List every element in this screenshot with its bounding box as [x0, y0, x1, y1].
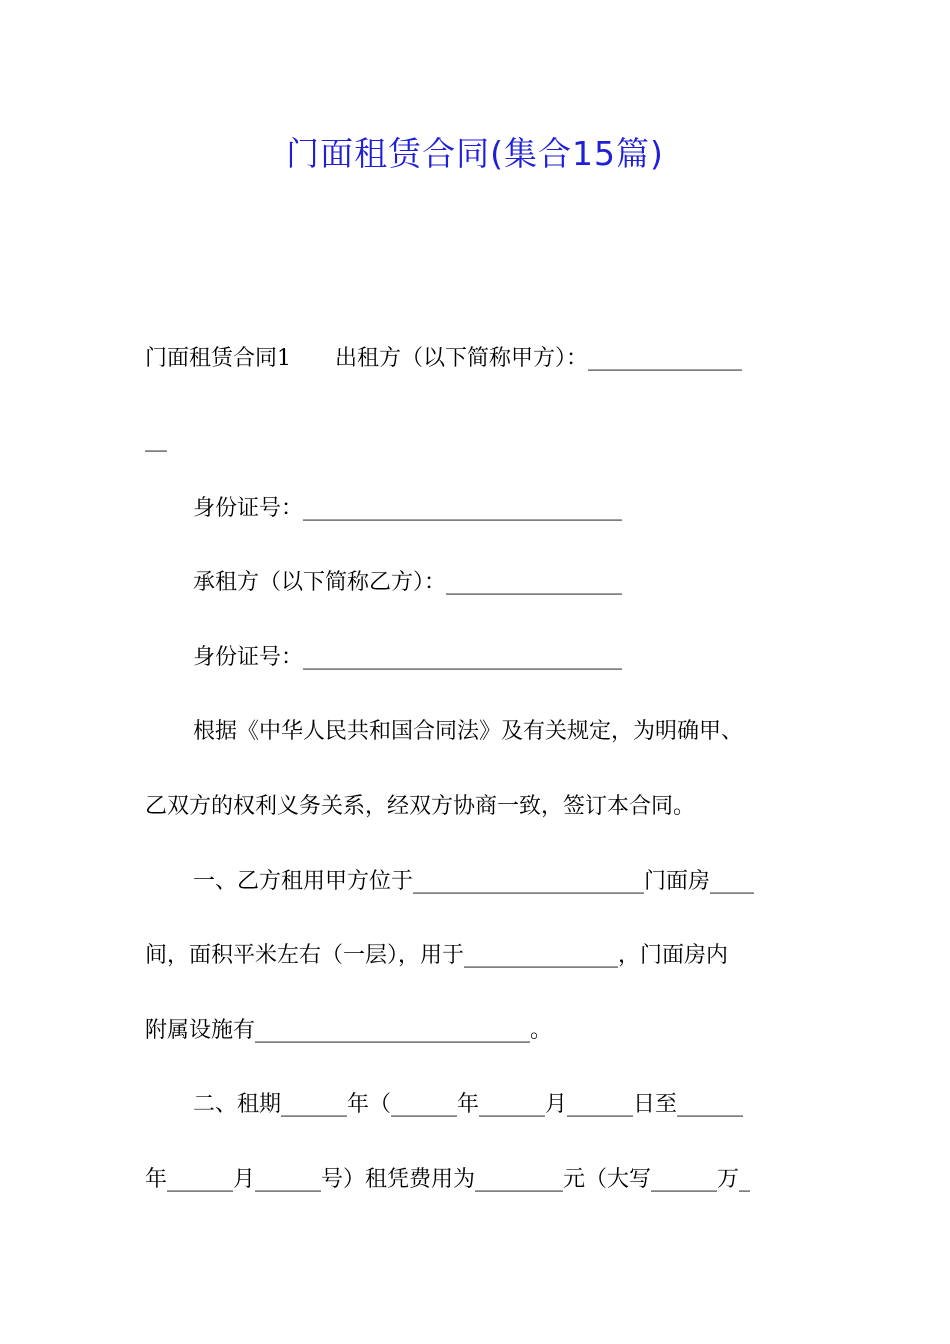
lessor-field: 出租方（以下简称甲方）：______________: [335, 346, 743, 371]
document-title: 门面租赁合同(集合15篇): [286, 134, 664, 173]
lessee-field: 承租方（以下简称乙方）：________________: [193, 570, 623, 595]
clause-2-line-2: 年______月______号）租凭费用为________元（大写______万_: [145, 1167, 751, 1192]
preamble-line-1: 根据《中华人民共和国合同法》及有关规定，为明确甲、: [193, 719, 744, 744]
lessor-field-continuation: __: [145, 427, 167, 452]
clause-1-line-2: 间，面积平米左右（一层），用于______________，门面房内: [145, 943, 729, 968]
preamble-line-2: 乙双方的权利义务关系，经双方协商一致，签订本合同。: [145, 794, 696, 819]
lessee-id-field: 身份证号：_____________________________: [193, 645, 623, 670]
clause-1-line-3: 附属设施有_________________________。: [145, 1018, 553, 1043]
contract-number-label: 门面租赁合同1: [145, 346, 291, 371]
contract-heading-line: [145, 344, 815, 374]
clause-2-line-1: 二、租期______年（______年______月______日至______: [193, 1092, 744, 1117]
clause-1-line-1: 一、乙方租用甲方位于_____________________门面房____: [193, 869, 755, 894]
lessor-id-field: 身份证号：_____________________________: [193, 496, 623, 521]
